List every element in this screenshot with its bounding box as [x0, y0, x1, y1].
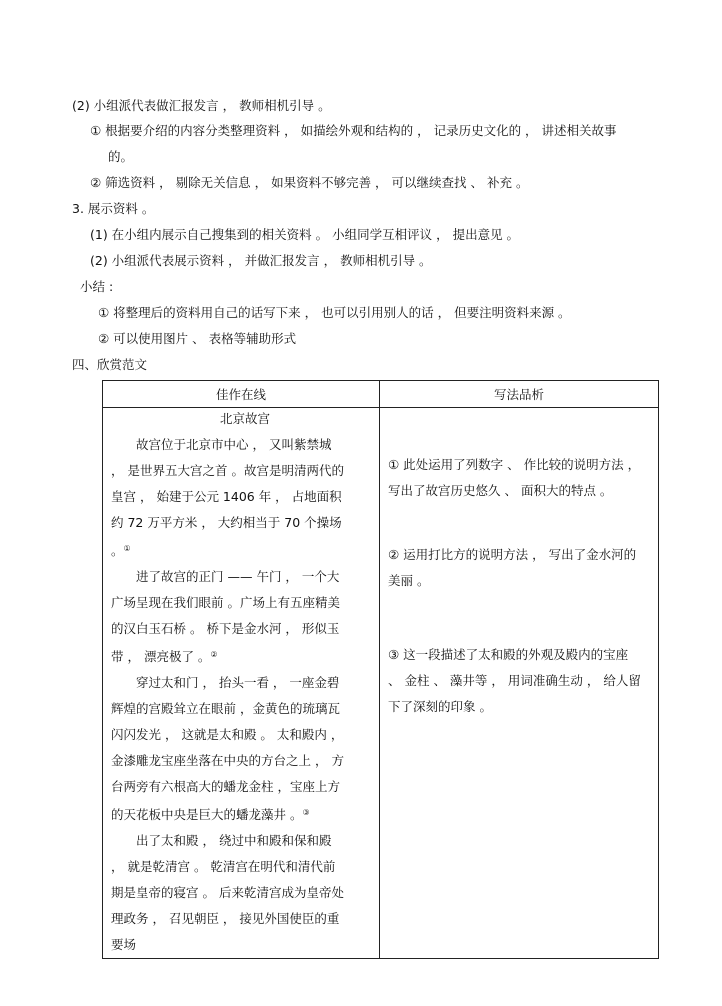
- paragraph-text: 进了故宫的正门 —— 午门 ， 一个大广场呈现在我们眼前 。广场上有五座精美的汉白玉石桥 。 桥下是金水河 ， 形似玉带 ， 漂亮极了 。: [111, 569, 340, 664]
- essay-paragraph: [111, 432, 347, 564]
- analysis-note-1: ① 此处运用了列数字 、 作比较的说明方法 ， 写出了故宫历史悠久 、 面积大的特点 。: [388, 457, 641, 498]
- essay-paragraph: [111, 564, 347, 670]
- step-2-text: (2) 小组派代表做汇报发言 ， 教师相机引导 。: [72, 98, 331, 113]
- annotation-mark: ①: [123, 544, 131, 553]
- section-4-heading: 四、欣赏范文: [72, 357, 148, 372]
- col-header-essay: 佳作在线: [103, 381, 380, 408]
- point-2-text: ② 筛选资料 ， 剔除无关信息 ， 如果资料不够完善 ， 可以继续查找 、 补充 。: [90, 175, 529, 190]
- analysis-note-3: ③ 这一段描述了太和殿的外观及殿内的宝座 、 金柱 、 藻井等 ， 用词准确生动 ， 给人留下了深刻的印象 。: [388, 647, 641, 714]
- col-header-analysis: 写法品析: [380, 381, 659, 408]
- summary-point-2: ② 可以使用图片 、 表格等辅助形式: [98, 331, 297, 346]
- point-1-text: ① 根据要介绍的内容分类整理资料 ， 如描绘外观和结构的 ， 记录历史文化的 ， 讲述相关故事: [90, 123, 617, 138]
- summary-heading: 小结 :: [80, 279, 114, 294]
- annotation-mark: ③: [302, 808, 310, 817]
- analysis-note-2: ② 运用打比方的说明方法 ， 写出了金水河的美丽 。: [388, 547, 637, 588]
- table-body-row: [103, 408, 659, 959]
- essay-cell: [103, 408, 380, 959]
- table-header-row: [103, 381, 659, 408]
- annotation-mark: ②: [210, 650, 218, 659]
- paragraph-text: 穿过太和门 ， 抬头一看 ， 一座金碧辉煌的宫殿耸立在眼前 ，金黄色的琉璃瓦闪闪发光 ， 这就是太和殿 。 太和殿内 ， 金漆雕龙宝座坐落在中央的方台之上 ， 方台两旁有六根高大的蟠龙金柱 ，宝座上方的天花板中央是巨大的蟠龙藻井 。: [111, 675, 344, 822]
- step-3-heading: 3. 展示资料 。: [72, 201, 155, 216]
- analysis-cell: [380, 408, 659, 959]
- essay-paragraph: [111, 670, 347, 828]
- step-3-1-text: (1) 在小组内展示自己搜集到的相关资料 。 小组同学互相评议 ， 提出意见 。: [90, 227, 520, 242]
- summary-point-1: ① 将整理后的资料用自己的话写下来 ， 也可以引用别人的话 ， 但要注明资料来源 。: [98, 305, 571, 320]
- paragraph-text: 出了太和殿 ， 绕过中和殿和保和殿 ， 就是乾清宫 。 乾清宫在明代和清代前期是皇帝的寝宫 。 后来乾清宫成为皇帝处理政务 ， 召见朝臣 ， 接见外国使臣的重要场: [111, 833, 344, 952]
- essay-table: [102, 380, 659, 959]
- essay-paragraph: [111, 828, 347, 958]
- paragraph-text: 故宫位于北京市中心 ， 又叫紫禁城 ， 是世界五大宫之首 。故宫是明清两代的皇宫 ， 始建于公元 1406 年 ， 占地面积约 72 万平方米 ， 大约相当于 70 个操场 。: [111, 437, 344, 558]
- step-3-2-text: (2) 小组派代表展示资料 ， 并做汇报发言 ， 教师相机引导 。: [90, 253, 432, 268]
- essay-title: 北京故宫: [219, 411, 270, 426]
- point-1-continuation: 的。: [108, 149, 134, 164]
